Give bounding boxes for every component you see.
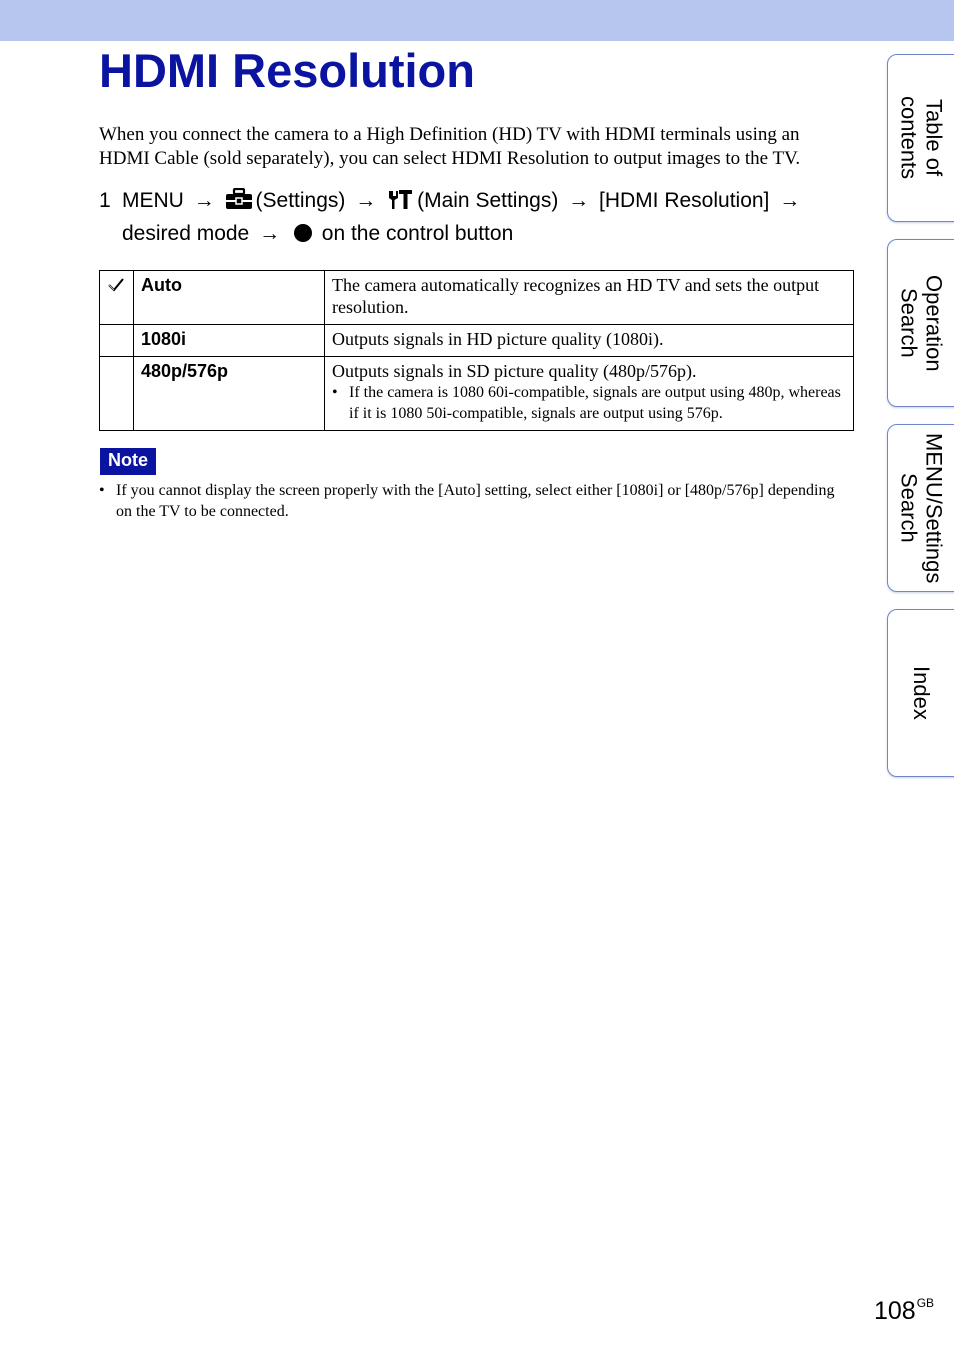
table-row	[100, 325, 854, 357]
page-number-suffix: GB	[916, 1296, 935, 1310]
checkmark-icon	[100, 271, 133, 298]
menu-label: MENU	[122, 189, 184, 212]
header-band	[0, 0, 954, 41]
default-marker-cell	[100, 271, 134, 325]
option-name: 1080i	[134, 325, 325, 357]
option-sub-bullet-text: If the camera is 1080 60i-compatible, signals are output using 480p, whereas if it is 1080 50i-compatible, signals are output using 576p.	[349, 384, 841, 422]
bullet-icon: •	[99, 482, 105, 499]
arrow-icon: →	[568, 189, 590, 212]
arrow-icon: →	[355, 189, 377, 212]
page-number	[874, 1288, 934, 1326]
default-marker-cell	[100, 325, 134, 357]
option-name: 480p/576p	[134, 357, 325, 431]
desired-mode-label: desired mode	[122, 222, 250, 245]
note-text	[99, 480, 839, 522]
main-settings-label: (Main Settings)	[417, 189, 559, 212]
settings-label: (Settings)	[255, 189, 346, 212]
tab-table-of-contents[interactable]	[887, 54, 954, 222]
arrow-icon: →	[779, 189, 801, 212]
option-description: Outputs signals in SD picture quality (480p/576p).	[332, 361, 697, 381]
default-marker-cell	[100, 357, 134, 431]
control-button-label: on the control button	[321, 222, 514, 245]
page-title: HDMI Resolution	[99, 44, 475, 97]
step-instruction	[99, 186, 859, 249]
hdmi-resolution-label: [HDMI Resolution]	[599, 189, 770, 212]
tab-label: MENU/Settings Search	[896, 432, 947, 584]
tab-label: Index	[909, 666, 934, 720]
option-description: The camera automatically recognizes an HD TV and sets the output resolution.	[325, 271, 854, 325]
options-table	[99, 270, 854, 431]
option-description: Outputs signals in HD picture quality (1080i).	[325, 325, 854, 357]
tab-operation-search[interactable]	[887, 239, 954, 407]
toolbox-icon	[225, 188, 253, 219]
note-badge: Note	[100, 448, 156, 475]
wrench-icon	[386, 188, 414, 219]
note-text-body: If you cannot display the screen properly with the [Auto] setting, select either [1080i] or [480p/576p] depending on the TV to be connected.	[116, 482, 835, 520]
option-description-cell	[325, 357, 854, 431]
page-number-value: 108	[874, 1297, 916, 1325]
control-button-center-icon	[294, 224, 312, 242]
table-row	[100, 271, 854, 325]
option-name: Auto	[134, 271, 325, 325]
tab-index[interactable]	[887, 609, 954, 777]
tab-label: Table of contents	[896, 96, 947, 180]
table-row	[100, 357, 854, 431]
tab-label: Operation Search	[896, 274, 947, 372]
arrow-icon: →	[259, 222, 281, 245]
bullet-icon: •	[332, 384, 338, 401]
option-sub-bullet	[332, 382, 845, 426]
step-number: 1	[99, 189, 111, 212]
intro-paragraph: When you connect the camera to a High Definition (HD) TV with HDMI terminals using an HDMI Cable (sold separately), you can select HDMI Resolution to output images to the TV.	[99, 124, 801, 169]
arrow-icon: →	[193, 189, 215, 212]
tab-menu-settings-search[interactable]	[887, 424, 954, 592]
